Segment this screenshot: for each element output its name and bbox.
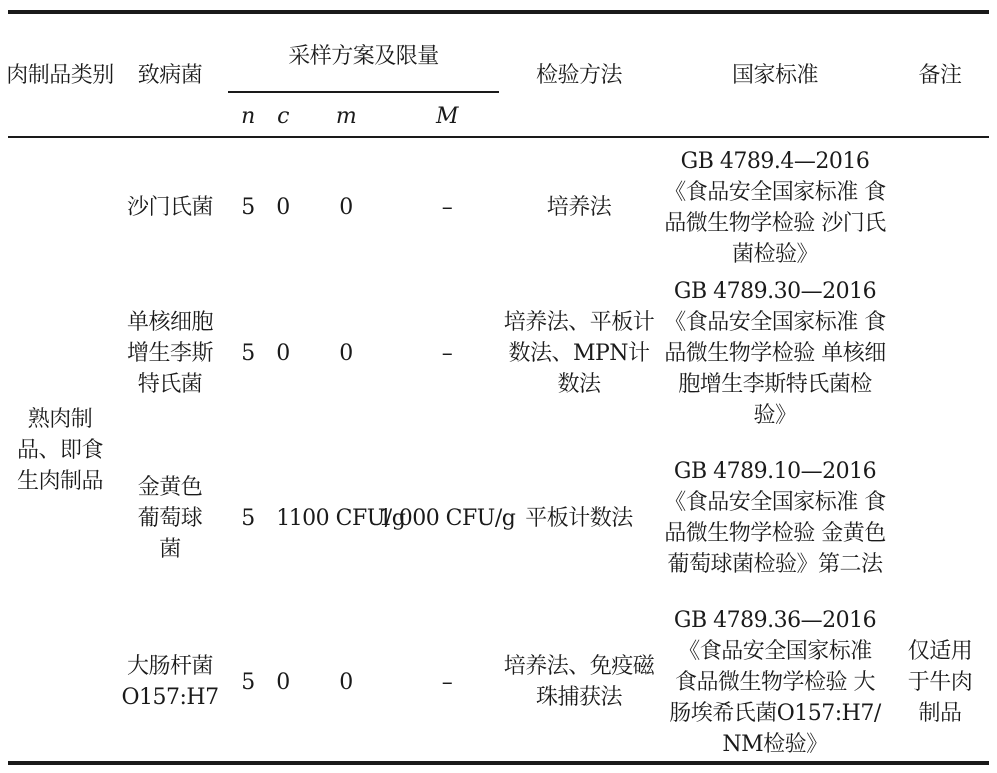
row3-pathogen: 金黄色葡萄球菌 — [137, 474, 203, 562]
row1-m: 0 — [339, 195, 353, 220]
row4-pathogen: 大肠杆菌O157:H7 — [121, 654, 219, 710]
row3-c: 1 — [276, 505, 290, 531]
row2-standard: GB 4789.30—2016《食品安全国家标准 食品微生物学检验 单核细胞增生李斯特氏菌检验》 — [664, 278, 886, 428]
row1-method: 培养法 — [546, 195, 612, 220]
row4-standard: GB 4789.36—2016《食品安全国家标准 食品微生物学检验 大肠埃希氏菌O157:H7/NM检验》 — [669, 607, 881, 757]
table-top-rule — [8, 10, 989, 14]
header-remark: 备注 — [918, 62, 962, 88]
table-header-rule — [8, 136, 989, 138]
row2-remark — [891, 283, 989, 423]
row4-remark: 仅适用于牛肉制品 — [907, 638, 973, 726]
table-bottom-rule — [8, 761, 989, 765]
row4-n: 5 — [241, 669, 255, 695]
header-m-lower: m — [335, 103, 357, 129]
header-c: c — [277, 103, 289, 129]
header-method: 检验方法 — [535, 62, 622, 88]
header-pathogen: 致病菌 — [137, 62, 203, 88]
header-standard: 国家标准 — [731, 62, 818, 88]
header-m-upper: M — [435, 103, 459, 129]
row2-method: 培养法、平板计数法、MPN计数法 — [503, 309, 655, 397]
row3-standard: GB 4789.10—2016《食品安全国家标准 食品微生物学检验 金黄色葡萄球菌检验》第二法 — [664, 459, 886, 577]
row1-pathogen: 沙门氏菌 — [126, 195, 213, 220]
category-cell: 熟肉制品、即食生肉制品 — [16, 406, 103, 494]
row4-M: – — [441, 669, 453, 695]
row1-M: – — [441, 195, 453, 220]
row2-n: 5 — [241, 340, 255, 366]
row3-m: 100 CFU/g — [288, 505, 406, 531]
row4-method: 培养法、免疫磁珠捕获法 — [503, 654, 655, 710]
row4-m: 0 — [339, 669, 353, 695]
row1-standard: GB 4789.4—2016《食品安全国家标准 食品微生物学检验 沙门氏菌检验》 — [664, 148, 886, 267]
row3-remark — [891, 448, 989, 588]
row2-c: 0 — [276, 340, 290, 366]
row3-method: 平板计数法 — [525, 505, 633, 531]
row3-M: 1 000 CFU/g — [378, 505, 516, 531]
header-sampling-plan: 采样方案及限量 — [288, 43, 439, 69]
row1-n: 5 — [241, 195, 255, 220]
header-n: n — [241, 103, 255, 129]
row2-M: – — [441, 340, 453, 366]
row4-c: 0 — [276, 669, 290, 695]
sampling-plan-underline — [228, 91, 499, 93]
row1-remark — [891, 150, 989, 265]
row3-n: 5 — [241, 505, 255, 531]
row2-pathogen: 单核细胞增生李斯特氏菌 — [126, 309, 213, 397]
row1-c: 0 — [276, 195, 290, 220]
row2-m: 0 — [339, 340, 353, 366]
header-category: 肉制品类别 — [6, 62, 114, 88]
